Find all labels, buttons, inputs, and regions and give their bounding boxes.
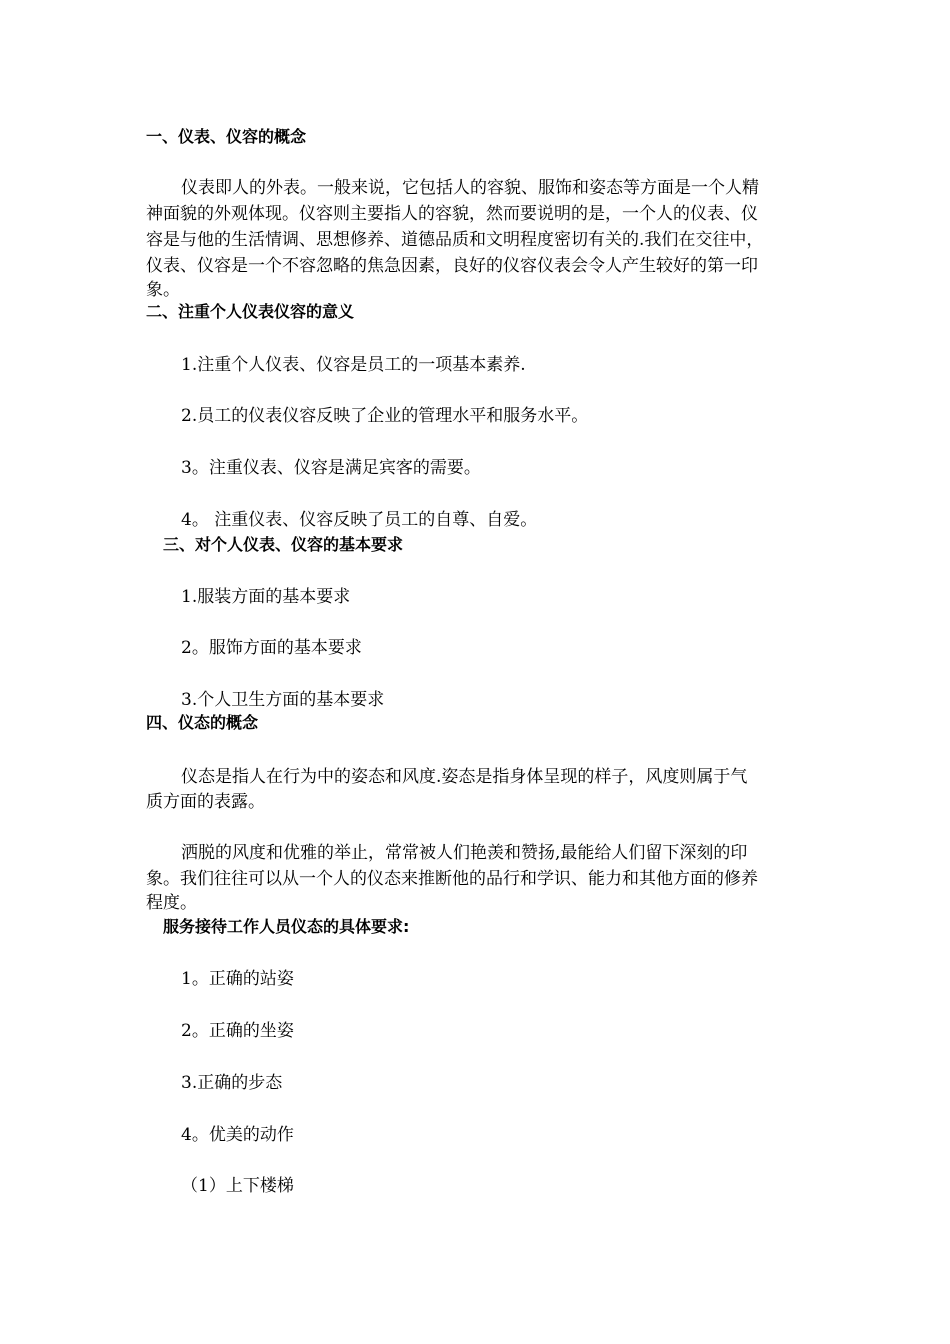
section-heading: 服务接待工作人员仪态的具体要求: — [163, 917, 410, 936]
list-item: （1）上下楼梯 — [181, 1176, 294, 1196]
list-item: 2。正确的坐姿 — [181, 1021, 294, 1041]
list-item: 1.注重个人仪表、仪容是员工的一项基本素养. — [181, 355, 526, 375]
paragraph-line: 洒脱的风度和优雅的举止，常常被人们艳羡和赞扬,最能给人们留下深刻的印 — [181, 843, 748, 863]
section-heading: 二、注重个人仪表仪容的意义 — [146, 302, 355, 321]
paragraph-line: 象。 — [146, 280, 180, 300]
list-item: 4。优美的动作 — [181, 1125, 294, 1145]
list-item: 1.服装方面的基本要求 — [181, 587, 351, 607]
section-heading: 四、仪态的概念 — [146, 713, 259, 732]
list-item: 4。 注重仪表、仪容反映了员工的自尊、自爱。 — [181, 510, 538, 530]
paragraph-line: 仪表、仪容是一个不容忽略的焦急因素，良好的仪容仪表会令人产生较好的第一印 — [146, 256, 758, 276]
paragraph-line: 质方面的表露。 — [146, 792, 265, 812]
list-item: 1。正确的站姿 — [181, 969, 294, 989]
paragraph-line: 容是与他的生活情调、思想修养、道德品质和文明程度密切有关的.我们在交往中， — [146, 230, 764, 250]
list-item: 3。注重仪表、仪容是满足宾客的需要。 — [181, 458, 481, 478]
paragraph-line: 仪表即人的外表。一般来说，它包括人的容貌、服饰和姿态等方面是一个人精 — [181, 178, 759, 198]
paragraph-line: 神面貌的外观体现。仪容则主要指人的容貌，然而要说明的是，一个人的仪表、仪 — [146, 204, 758, 224]
paragraph-line: 仪态是指人在行为中的姿态和风度.姿态是指身体呈现的样子，风度则属于气 — [181, 767, 748, 787]
section-heading: 一、仪表、仪容的概念 — [146, 127, 307, 146]
list-item: 3.个人卫生方面的基本要求 — [181, 690, 385, 710]
list-item: 3.正确的步态 — [181, 1073, 283, 1093]
list-item: 2。服饰方面的基本要求 — [181, 638, 362, 658]
paragraph-line: 象。我们往往可以从一个人的仪态来推断他的品行和学识、能力和其他方面的修养 — [146, 869, 758, 889]
paragraph-line: 程度。 — [146, 893, 197, 913]
section-heading: 三、对个人仪表、仪容的基本要求 — [163, 535, 404, 554]
list-item: 2.员工的仪表仪容反映了企业的管理水平和服务水平。 — [181, 406, 589, 426]
